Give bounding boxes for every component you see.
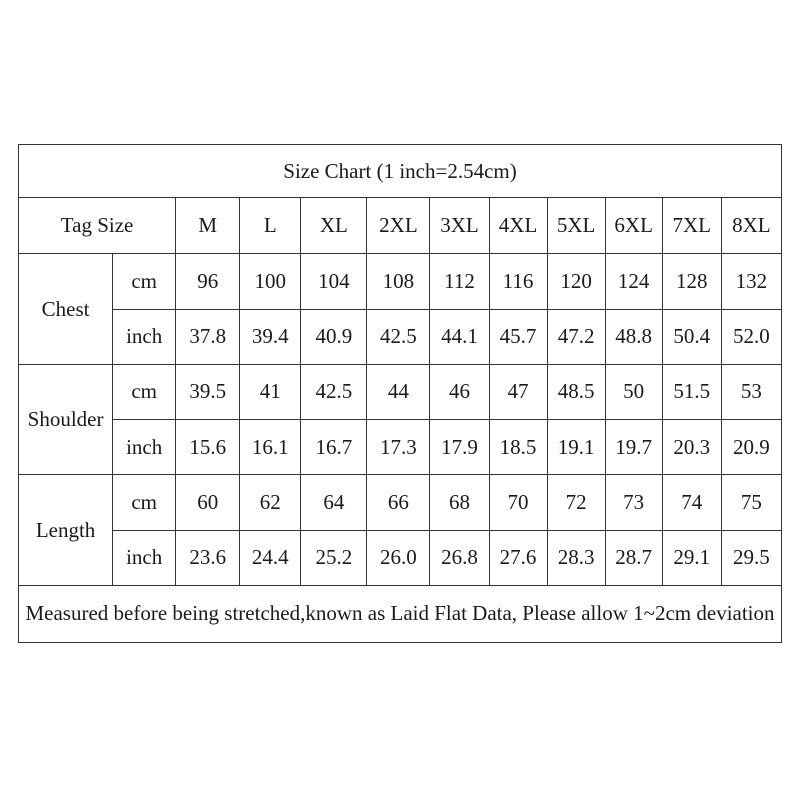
value-cell: 47.2 xyxy=(547,309,605,364)
value-cell: 74 xyxy=(662,475,721,530)
table-row xyxy=(19,420,782,475)
value-cell: 42.5 xyxy=(367,309,430,364)
size-header-3xl: 3XL xyxy=(430,198,489,254)
size-header-2xl: 2XL xyxy=(367,198,430,254)
footer-note: Measured before being stretched,known as Laid Flat Data, Please allow 1~2cm deviation xyxy=(19,585,782,642)
table-row xyxy=(19,475,782,530)
value-cell: 29.5 xyxy=(721,530,781,585)
value-cell: 41 xyxy=(240,364,301,419)
value-cell: 40.9 xyxy=(301,309,367,364)
size-chart-table xyxy=(18,144,782,643)
value-cell: 42.5 xyxy=(301,364,367,419)
value-cell: 52.0 xyxy=(721,309,781,364)
size-header-4xl: 4XL xyxy=(489,198,547,254)
size-header-m: M xyxy=(176,198,240,254)
value-cell: 66 xyxy=(367,475,430,530)
unit-label-inch: inch xyxy=(113,420,176,475)
size-header-8xl: 8XL xyxy=(721,198,781,254)
value-cell: 15.6 xyxy=(176,420,240,475)
value-cell: 46 xyxy=(430,364,489,419)
tag-size-header: Tag Size xyxy=(19,198,176,254)
value-cell: 96 xyxy=(176,254,240,309)
size-header-l: L xyxy=(240,198,301,254)
value-cell: 124 xyxy=(605,254,662,309)
value-cell: 17.9 xyxy=(430,420,489,475)
value-cell: 60 xyxy=(176,475,240,530)
value-cell: 26.0 xyxy=(367,530,430,585)
value-cell: 16.7 xyxy=(301,420,367,475)
table-row xyxy=(19,254,782,309)
value-cell: 19.7 xyxy=(605,420,662,475)
value-cell: 72 xyxy=(547,475,605,530)
value-cell: 24.4 xyxy=(240,530,301,585)
value-cell: 48.5 xyxy=(547,364,605,419)
value-cell: 48.8 xyxy=(605,309,662,364)
value-cell: 37.8 xyxy=(176,309,240,364)
size-header-xl: XL xyxy=(301,198,367,254)
unit-label-cm: cm xyxy=(113,254,176,309)
value-cell: 50.4 xyxy=(662,309,721,364)
value-cell: 18.5 xyxy=(489,420,547,475)
chart-title: Size Chart (1 inch=2.54cm) xyxy=(19,145,782,198)
value-cell: 45.7 xyxy=(489,309,547,364)
value-cell: 28.3 xyxy=(547,530,605,585)
value-cell: 132 xyxy=(721,254,781,309)
value-cell: 44.1 xyxy=(430,309,489,364)
value-cell: 116 xyxy=(489,254,547,309)
table-row xyxy=(19,309,782,364)
value-cell: 29.1 xyxy=(662,530,721,585)
measurement-label-chest: Chest xyxy=(19,254,113,364)
value-cell: 27.6 xyxy=(489,530,547,585)
value-cell: 16.1 xyxy=(240,420,301,475)
value-cell: 20.3 xyxy=(662,420,721,475)
unit-label-inch: inch xyxy=(113,309,176,364)
value-cell: 64 xyxy=(301,475,367,530)
value-cell: 112 xyxy=(430,254,489,309)
size-header-6xl: 6XL xyxy=(605,198,662,254)
unit-label-cm: cm xyxy=(113,364,176,419)
value-cell: 23.6 xyxy=(176,530,240,585)
value-cell: 70 xyxy=(489,475,547,530)
unit-label-inch: inch xyxy=(113,530,176,585)
value-cell: 120 xyxy=(547,254,605,309)
value-cell: 17.3 xyxy=(367,420,430,475)
measurement-label-length: Length xyxy=(19,475,113,585)
table-row xyxy=(19,364,782,419)
value-cell: 51.5 xyxy=(662,364,721,419)
value-cell: 28.7 xyxy=(605,530,662,585)
value-cell: 47 xyxy=(489,364,547,419)
size-header-7xl: 7XL xyxy=(662,198,721,254)
value-cell: 19.1 xyxy=(547,420,605,475)
value-cell: 62 xyxy=(240,475,301,530)
value-cell: 73 xyxy=(605,475,662,530)
value-cell: 50 xyxy=(605,364,662,419)
value-cell: 20.9 xyxy=(721,420,781,475)
value-cell: 68 xyxy=(430,475,489,530)
value-cell: 39.5 xyxy=(176,364,240,419)
value-cell: 100 xyxy=(240,254,301,309)
value-cell: 26.8 xyxy=(430,530,489,585)
table-row xyxy=(19,530,782,585)
value-cell: 53 xyxy=(721,364,781,419)
unit-label-cm: cm xyxy=(113,475,176,530)
value-cell: 75 xyxy=(721,475,781,530)
value-cell: 108 xyxy=(367,254,430,309)
value-cell: 128 xyxy=(662,254,721,309)
value-cell: 25.2 xyxy=(301,530,367,585)
value-cell: 39.4 xyxy=(240,309,301,364)
size-header-5xl: 5XL xyxy=(547,198,605,254)
value-cell: 104 xyxy=(301,254,367,309)
value-cell: 44 xyxy=(367,364,430,419)
measurement-label-shoulder: Shoulder xyxy=(19,364,113,474)
